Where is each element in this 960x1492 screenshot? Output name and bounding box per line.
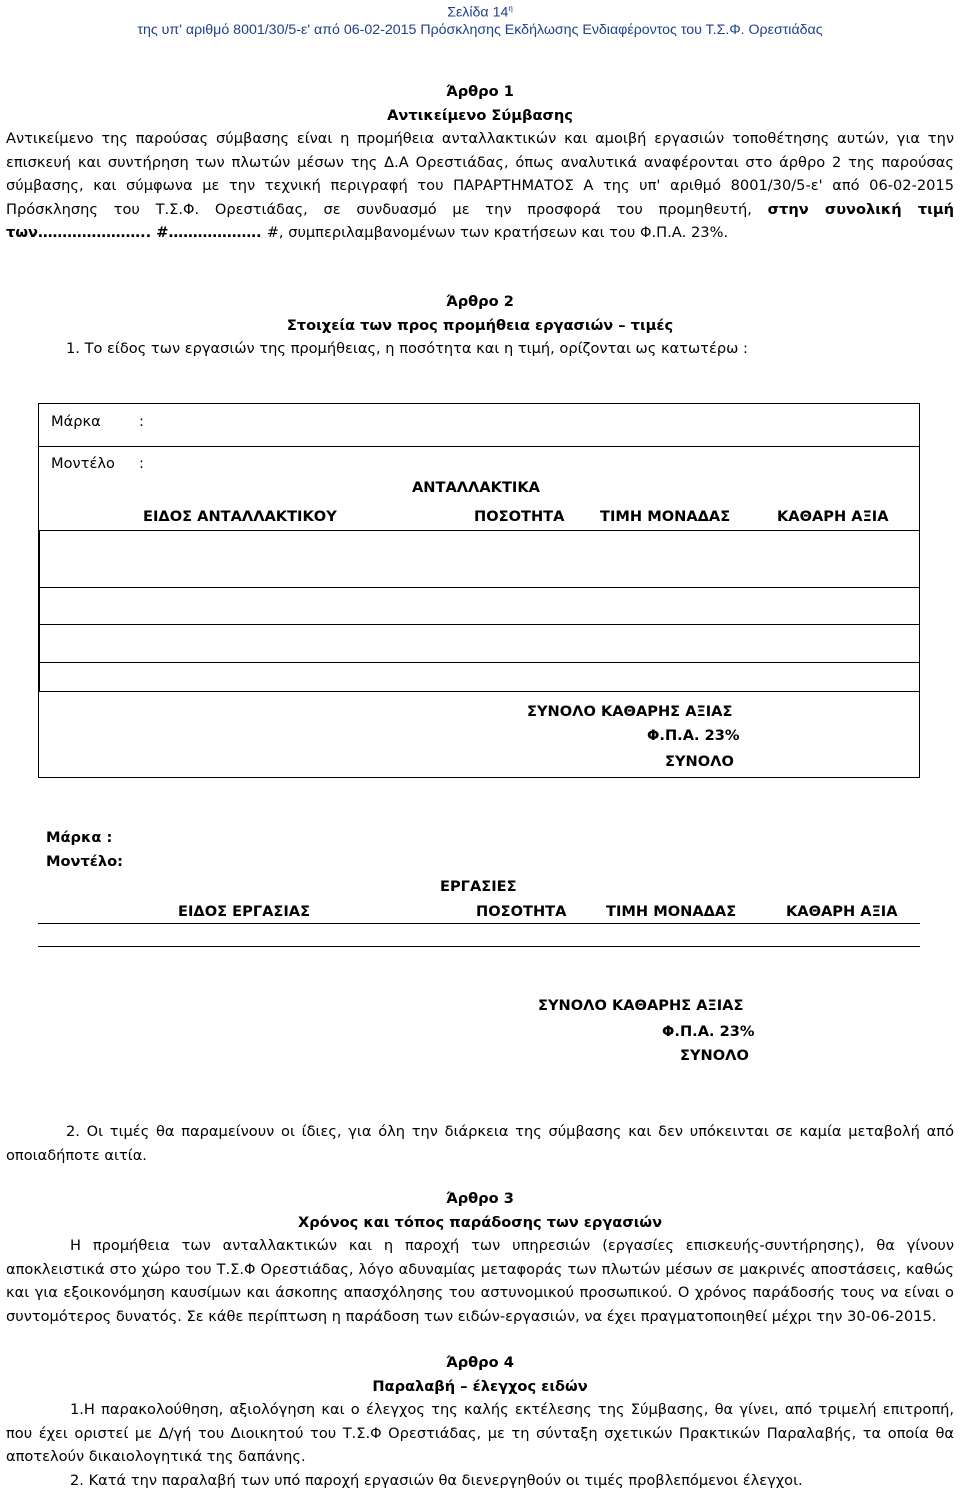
work-table [0,820,960,1120]
work-row-line [38,946,920,947]
parts-brand-label: Μάρκα [51,410,101,434]
work-col-net-value: ΚΑΘΑΡΗ ΑΞΙΑ [786,900,898,924]
article-1-text [6,127,954,245]
article-3-title: Χρόνος και τόπος παράδοσης των εργασιών [0,1211,960,1235]
parts-model-colon: : [139,452,144,476]
parts-model-label: Μοντέλο [51,452,115,476]
work-rows-box [38,923,920,970]
parts-vat: Φ.Π.Α. 23% [647,724,740,748]
article-4-title: Παραλαβή – έλεγχος ειδών [0,1375,960,1399]
article-1-text-end: #, συμπεριλαμβανομένων των κρατήσεων και του Φ.Π.Α. 23%. [267,224,728,241]
work-net-total: ΣΥΝΟΛΟ ΚΑΘΑΡΗΣ ΑΞΙΑΣ [538,994,743,1018]
parts-row-line [39,446,919,447]
item-2-text: 2. Οι τιμές θα παραμείνουν οι ίδιες, για όλη την διάρκεια της σύμβασης και δεν υπόκεινται σε καμία μεταβολή από οποιαδήποτε αιτία. [6,1120,954,1167]
article-2-title: Στοιχεία των προς προμήθεια εργασιών – τιμές [0,314,960,338]
work-total: ΣΥΝΟΛΟ [680,1044,749,1068]
parts-row-line [39,587,919,588]
article-2-item-1: 1. Το είδος των εργασιών της προμήθειας, η ποσότητα και η τιμή, ορίζονται ως κατωτέρω : [66,337,960,361]
parts-col-qty: ΠΟΣΟΤΗΤΑ [474,505,564,529]
work-col-unit-price: ΤΙΜΗ ΜΟΝΑΔΑΣ [606,900,736,924]
parts-brand-colon: : [139,410,144,434]
work-vat: Φ.Π.Α. 23% [662,1020,755,1044]
item-2 [0,1120,960,1167]
article-2-number: Άρθρο 2 [0,290,960,314]
article-1 [0,80,960,245]
article-3 [0,1187,960,1328]
article-4 [0,1351,960,1492]
parts-col-net-value: ΚΑΘΑΡΗ ΑΞΙΑ [777,505,889,529]
parts-col-type: ΕΙΔΟΣ ΑΝΤΑΛΛΑΚΤΙΚΟΥ [143,505,337,529]
header-subtitle: της υπ' αριθμό 8001/30/5-ε' από 06-02-2015 Πρόσκλησης Εκδήλωσης Ενδιαφέροντος του Τ.Σ.Φ. Ορεστιάδας [0,22,960,39]
parts-section-title: ΑΝΤΑΛΛΑΚΤΙΚΑ [412,476,540,500]
parts-col-unit-price: ΤΙΜΗ ΜΟΝΑΔΑΣ [600,505,730,529]
parts-row-line [39,624,919,625]
parts-total: ΣΥΝΟΛΟ [665,750,734,774]
parts-table [38,403,920,778]
article-4-number: Άρθρο 4 [0,1351,960,1375]
parts-row-line [39,691,919,692]
work-col-qty: ΠΟΣΟΤΗΤΑ [476,900,566,924]
article-3-text: Η προμήθεια των ανταλλακτικών και η παροχή των υπηρεσιών (εργασίες επισκευής-συντήρησης), θα γίνουν αποκλειστικά στο χώρο του Τ.Σ.Φ Ορεστιάδας, λόγο αδυναμίας μεταφοράς των πλωτών μέσων σε μακρινές αποστάσεις, καθώς και για εξοικονόμηση καυσίμων και άσκοπης απασχόλησης του αστυνομικού προσωπικού. Ο χρόνος παράδοσής τους να είναι ο συντομότερος δυνατός. Σε κάθε περίπτωση η παράδοση των ειδών-εργασιών, να έχει πραγματοποιηθεί μέχρι την 30-06-2015. [6,1234,954,1328]
article-3-number: Άρθρο 3 [0,1187,960,1211]
article-1-title: Αντικείμενο Σύμβασης [0,104,960,128]
work-brand-label: Μάρκα : [46,826,112,850]
work-model-label: Μοντέλο: [46,850,123,874]
article-1-text-start: Αντικείμενο της παρούσας σύμβασης είναι η προμήθεια ανταλλακτικών και αμοιβή εργασιών τοποθέτησης αυτών, για την επισκευή και συντήρηση των πλωτών μέσων της Δ.Α Ορεστιάδας, όπως αναλυτικά αναφέρονται στο άρθρο 2 της παρούσας σύμβασης, και σύμφωνα με την τεχνική περιγραφή του ΠΑΡΑΡΤΗΜΑΤΟΣ Α της υπ' αριθμό 8001/30/5-ε' από 06-02-2015 Πρόσκλησης του Τ.Σ.Φ. Ορεστιάδας, σε συνδυασμό με την προσφορά του προμηθευτή, [6,130,954,218]
article-1-price-field: στην συνολική τιμή των………………….. #………………. [6,201,954,242]
page-sup: η [508,4,512,13]
page-number [0,0,960,22]
work-col-type: ΕΙΔΟΣ ΕΡΓΑΣΙΑΣ [178,900,310,924]
work-section-title: ΕΡΓΑΣΙΕΣ [440,875,517,899]
article-2 [0,290,960,361]
page-label: Σελίδα 14 [447,5,508,21]
parts-col-line [39,530,40,691]
parts-row-line [39,662,919,663]
parts-row-line [39,530,919,531]
page-header [0,0,960,39]
article-4-item-1: 1.Η παρακολούθηση, αξιολόγηση και ο έλεγχος της καλής εκτέλεσης της Σύμβασης, θα γίνει, από τριμελή επιτροπή, που έχει οριστεί με Δ/γή του Διοικητού του Τ.Σ.Φ Ορεστιάδας, με τη σύνταξη σχετικών Πρακτικών Παραλαβής, τα οποία θα αποτελούν δικαιολογητικά της δαπάνης. [6,1398,954,1469]
article-4-item-2: 2. Κατά την παραλαβή των υπό παροχή εργασιών θα διενεργηθούν οι τιμές προβλεπόμενοι έλεγχοι. [70,1469,960,1492]
article-1-number: Άρθρο 1 [0,80,960,104]
parts-net-total: ΣΥΝΟΛΟ ΚΑΘΑΡΗΣ ΑΞΙΑΣ [527,700,732,724]
